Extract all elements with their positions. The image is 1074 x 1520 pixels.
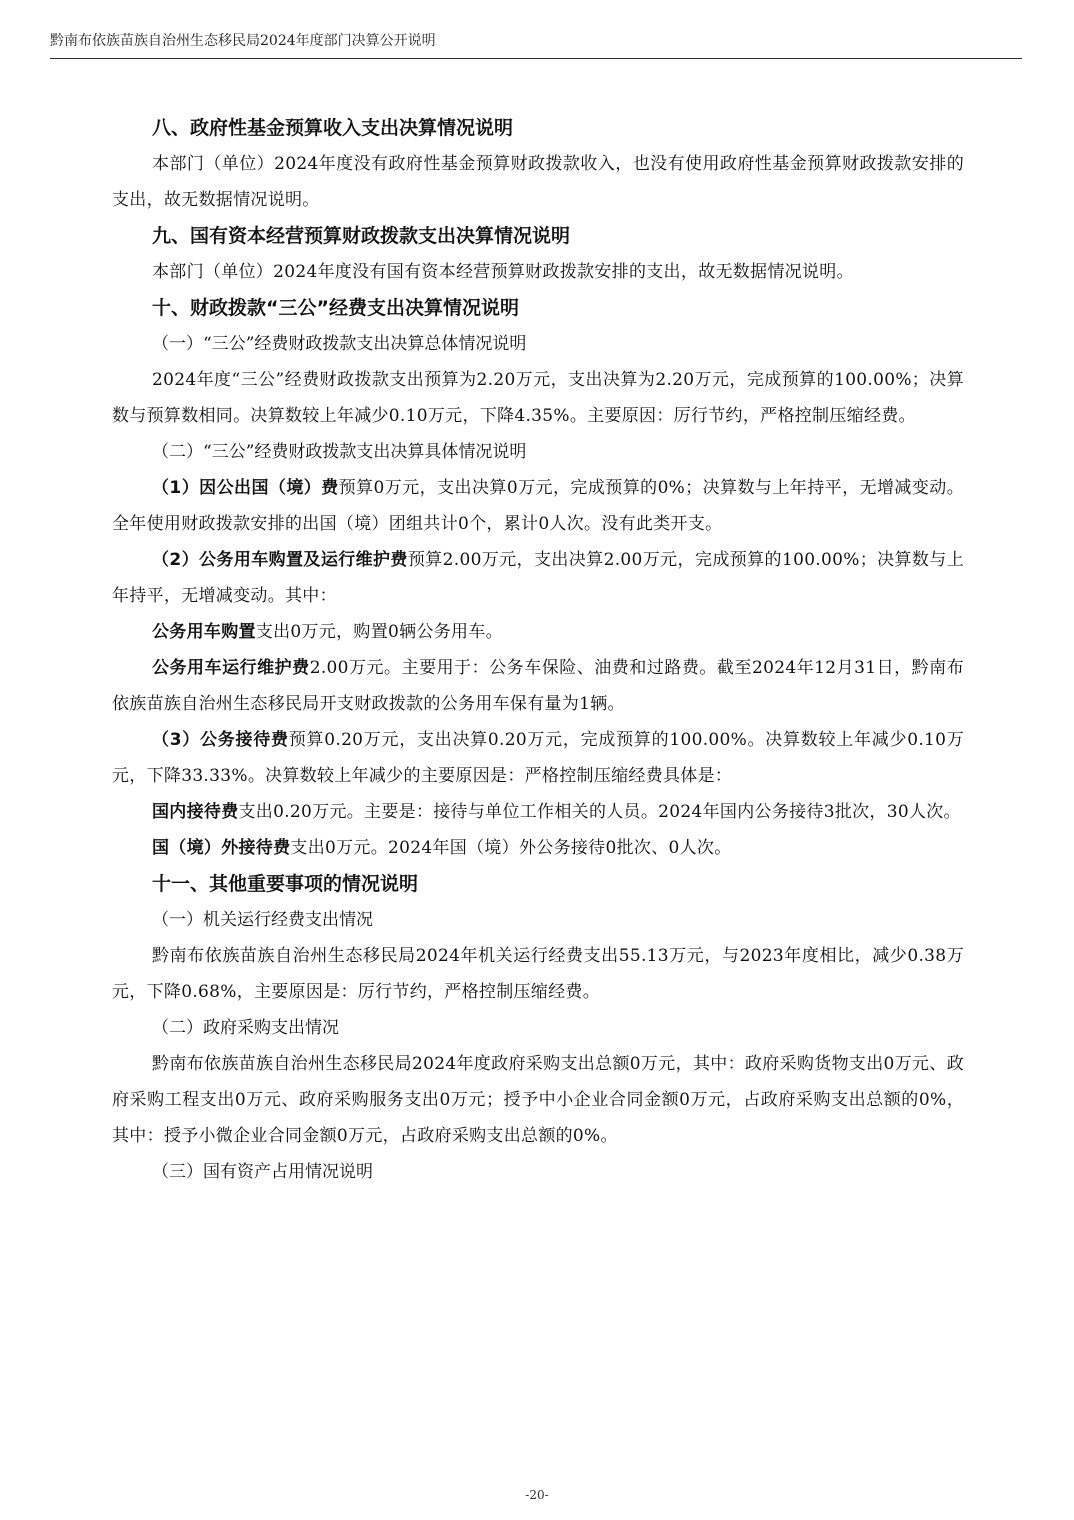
section-10-paragraph1: 2024年度“三公”经费财政拨款支出预算为2.20万元，支出决算为2.20万元，完成预算的100.00%；决算数与预算数相同。决算数较上年减少0.10万元，下降4.35%。主要原因：厉行节约，严格控制压缩经费。 [112,370,964,426]
document-body [112,110,964,1190]
item-3-text: 预算0.20万元，支出决算0.20万元，完成预算的100.00%。决算数较上年减少0.10万元，下降33.33%。决算数较上年减少的主要原因是：严格控制压缩经费具体是： [112,730,964,786]
item-3-paragraph [112,722,964,794]
section-11-paragraph1: 黔南布依族苗族自治州生态移民局2024年机关运行经费支出55.13万元，与2023年度相比，减少0.38万元，下降0.68%，主要原因是：厉行节约，严格控制压缩经费。 [112,946,964,1002]
item-3b-text: 支出0万元。2024年国（境）外公务接待0批次、0人次。 [290,838,732,858]
section-8-heading: 八、政府性基金预算收入支出决算情况说明 [152,117,514,139]
item-2a-paragraph [112,614,964,650]
section-11-sub2: （二）政府采购支出情况 [152,1018,339,1038]
item-2-label: （2）公务用车购置及运行维护费 [152,550,408,570]
item-3b-paragraph [112,830,964,866]
item-2b-paragraph [112,650,964,722]
item-3a-text: 支出0.20万元。主要是：接待与单位工作相关的人员。2024年国内公务接待3批次，30人次。 [238,802,961,822]
section-11-sub1: （一）机关运行经费支出情况 [152,910,373,930]
item-3a-paragraph [112,794,964,830]
item-2-text: 预算2.00万元，支出决算2.00万元，完成预算的100.00%；决算数与上年持平，无增减变动。其中： [112,550,964,606]
section-9-heading: 九、国有资本经营预算财政拨款支出决算情况说明 [152,225,571,247]
section-11-sub3: （三）国有资产占用情况说明 [152,1162,373,1182]
item-3-label: （3）公务接待费 [152,730,289,750]
section-10-sub1: （一）“三公”经费财政拨款支出决算总体情况说明 [152,334,527,354]
item-2a-text: 支出0万元，购置0辆公务用车。 [255,622,503,642]
page-number: -20- [525,1488,549,1502]
item-1-paragraph [112,470,964,542]
section-10-heading: 十、财政拨款“三公”经费支出决算情况说明 [152,297,519,319]
item-2b-text: 2.00万元。主要用于：公务车保险、油费和过路费。截至2024年12月31日，黔南布依族苗族自治州生态移民局开支财政拨款的公务用车保有量为1辆。 [112,658,964,714]
running-header: 黔南布依族苗族自治州生态移民局2024年度部门决算公开说明 [50,30,1022,59]
item-1-label: （1）因公出国（境）费 [152,478,339,498]
section-9-paragraph: 本部门（单位）2024年度没有国有资本经营预算财政拨款安排的支出，故无数据情况说明。 [152,262,854,282]
item-3a-label: 国内接待费 [152,802,239,822]
section-11-heading: 十一、其他重要事项的情况说明 [152,873,419,895]
item-2b-label: 公务用车运行维护费 [152,658,310,678]
section-10-sub2: （二）“三公”经费财政拨款支出决算具体情况说明 [152,442,527,462]
item-1-text: 预算0万元，支出决算0万元，完成预算的0%；决算数与上年持平，无增减变动。全年使用财政拨款安排的出国（境）团组共计0个，累计0人次。没有此类开支。 [112,478,964,534]
item-3b-label: 国（境）外接待费 [152,838,291,858]
item-2a-label: 公务用车购置 [152,622,256,642]
section-8-paragraph: 本部门（单位）2024年度没有政府性基金预算财政拨款收入，也没有使用政府性基金预算财政拨款安排的支出，故无数据情况说明。 [112,154,964,210]
section-11-paragraph2: 黔南布依族苗族自治州生态移民局2024年度政府采购支出总额0万元，其中：政府采购货物支出0万元、政府采购工程支出0万元、政府采购服务支出0万元；授予中小企业合同金额0万元，占政府采购支出总额的0%，其中：授予小微企业合同金额0万元，占政府采购支出总额的0%。 [112,1054,964,1146]
item-2-paragraph [112,542,964,614]
